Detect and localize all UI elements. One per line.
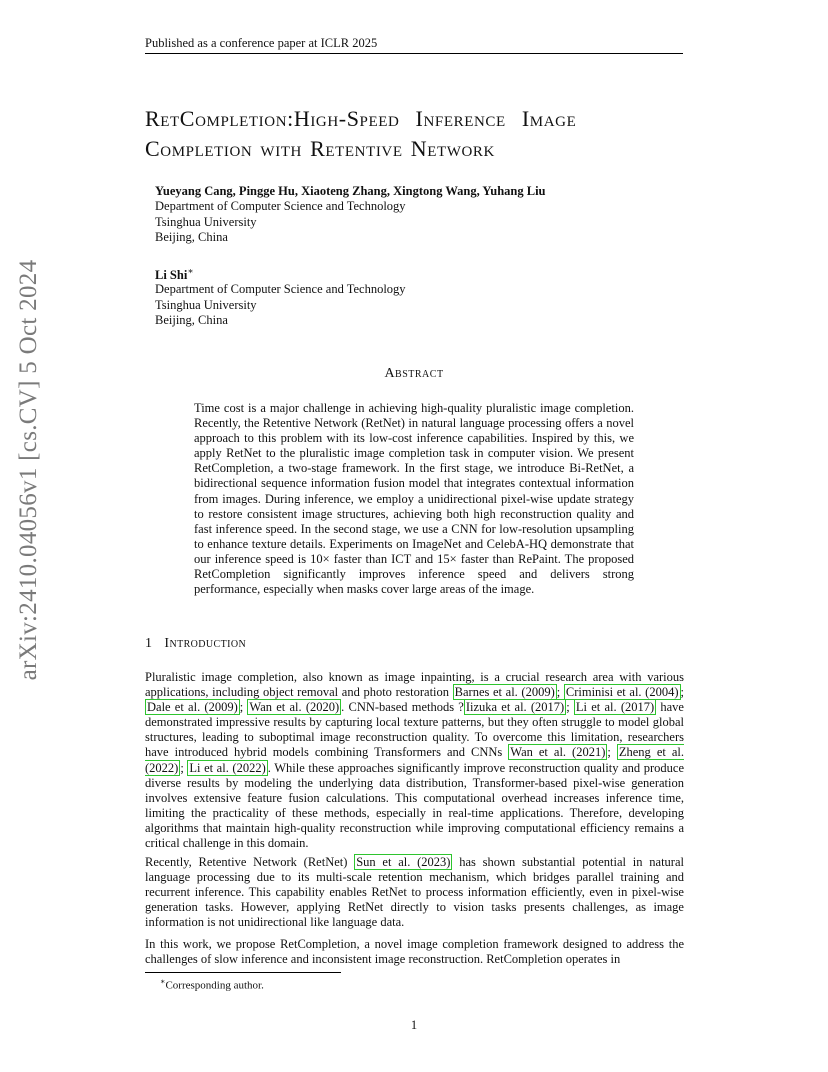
arxiv-sidebar xyxy=(0,259,58,681)
citation-link[interactable]: Li et al. (2022) xyxy=(189,760,266,775)
text-run: has shown substantial potential in natural language processing due to its multi-scale retention mechanism, which bridges parallel training and recurrent inference. This capability enables RetNet to process information efficiently, even in pixel-wise generation tasks. However, applying RetNet directly to vision tasks presents challenges, as image information is not unidirectional like language data. xyxy=(145,855,684,930)
page-number: 1 xyxy=(410,1018,418,1032)
intro-paragraph-2 xyxy=(145,855,684,930)
citation-link[interactable]: Wan et al. (2021) xyxy=(510,745,606,760)
text-run: ; xyxy=(607,745,617,760)
text-run: ; xyxy=(180,760,188,775)
author-2-footnote-mark[interactable]: ∗ xyxy=(187,266,194,276)
text-run: . While these approaches significantly improve reconstruction quality and produce diverse results by modeling the underlying data distribution, Transformer-based pixel-wise generation involves extensive feature fusion calculations. This computational overhead increases inference time, limiting the practicality of these methods, especially in real-time applications. Therefore, developing algorithms that maintain high-quality reconstruction while improving computational efficiency remains a critical challenge in this domain. xyxy=(145,760,685,851)
section-number: 1 xyxy=(145,636,153,651)
title-line-2: Completion with Retentive Network xyxy=(145,136,495,161)
text-run: ; xyxy=(680,685,684,700)
footnote-rule xyxy=(145,972,341,973)
text-run: have demonstrated impressive results by capturing local texture patterns, but they often struggle to model global structures, leading to suboptimal image reconstruction quality. To overcome this limitation, researchers have introduced hybrid models combining Transformers and CNNs xyxy=(145,700,684,760)
running-header: Published as a conference paper at ICLR 2025 xyxy=(145,36,378,50)
affiliation-1-city: Beijing, China xyxy=(155,230,228,244)
citation-link[interactable]: Sun et al. (2023) xyxy=(356,855,451,869)
citation-link[interactable]: Iizuka et al. (2017) xyxy=(465,700,565,715)
arxiv-identifier[interactable]: arXiv:2410.04056v1 [cs.CV] 5 Oct 2024 xyxy=(15,259,42,681)
affiliation-1-dept: Department of Computer Science and Technology xyxy=(155,199,406,213)
text-run: ; xyxy=(239,700,248,715)
text-run: Recently, Retentive Network (RetNet) xyxy=(145,855,355,869)
citation-link[interactable]: Criminisi et al. (2004) xyxy=(565,685,679,700)
citation-link[interactable]: Wan et al. (2020) xyxy=(249,700,340,715)
abstract-heading: Abstract xyxy=(384,366,444,381)
text-run: . CNN-based methods ? xyxy=(341,700,464,715)
footnote-mark: ∗ xyxy=(160,977,166,986)
affiliation-2-city: Beijing, China xyxy=(155,313,228,327)
footnote-text: Corresponding author. xyxy=(165,979,264,992)
abstract-body: Time cost is a major challenge in achieving high-quality pluralistic image completion. Recently, the Retentive Network (RetNet) in natural language processing offers a novel approach to this problem with its low-cost inference capabilities. Inspired by this, we apply RetNet to the pluralistic image completion task in computer vision. We present RetCompletion, a two-stage framework. In the first stage, we introduce Bi-RetNet, a bidirectional sequence information fusion model that integrates contextual information from images. During inference, we employ a unidirectional pixel-wise update strategy to restore consistent image structures, achieving both high reconstruction quality and fast inference speed. In the second stage, we use a CNN for low-resolution upsampling to enhance texture details. Experiments on ImageNet and CelebA-HQ demonstrate that our inference speed is 10× faster than ICT and 15× faster than RePaint. The proposed RetCompletion significantly improves inference speed and delivers strong performance, especially when masks cover large areas of the image. xyxy=(194,401,634,597)
author-list-1: Yueyang Cang, Pingge Hu, Xiaoteng Zhang, Xingtong Wang, Yuhang Liu xyxy=(155,184,546,198)
title-line-1: RetCompletion:High-Speed Inference Image xyxy=(145,106,577,131)
paper-title xyxy=(145,104,690,164)
affiliation-2-univ: Tsinghua University xyxy=(155,297,257,312)
author-2 xyxy=(155,266,193,283)
affiliation-1-univ: Tsinghua University xyxy=(155,214,257,229)
section-heading xyxy=(145,636,246,652)
text-run: ; xyxy=(566,700,574,715)
text-run: ; xyxy=(556,685,564,700)
affiliation-1 xyxy=(155,199,406,246)
citation-link[interactable]: Zheng et al. (2022) xyxy=(145,745,684,775)
affiliation-2 xyxy=(155,282,406,329)
text-run: Pluralistic image completion, also known as image inpainting, is a crucial research area with various applications, including object removal and photo restoration xyxy=(145,670,684,700)
affiliation-2-dept: Department of Computer Science and Technology xyxy=(155,282,406,296)
intro-paragraph-3: In this work, we propose RetCompletion, a novel image completion framework designed to address the challenges of slow inference and inconsistent image reconstruction. RetCompletion operates in xyxy=(145,937,684,967)
citation-link[interactable]: Li et al. (2017) xyxy=(575,700,655,715)
author-2-name: Li Shi xyxy=(155,268,188,283)
footnote xyxy=(160,977,264,992)
header-rule xyxy=(145,53,683,54)
section-title: Introduction xyxy=(164,636,247,651)
citation-link[interactable]: Dale et al. (2009) xyxy=(147,700,238,715)
citation-link[interactable]: Barnes et al. (2009) xyxy=(454,685,555,700)
intro-paragraph-1 xyxy=(145,670,684,851)
